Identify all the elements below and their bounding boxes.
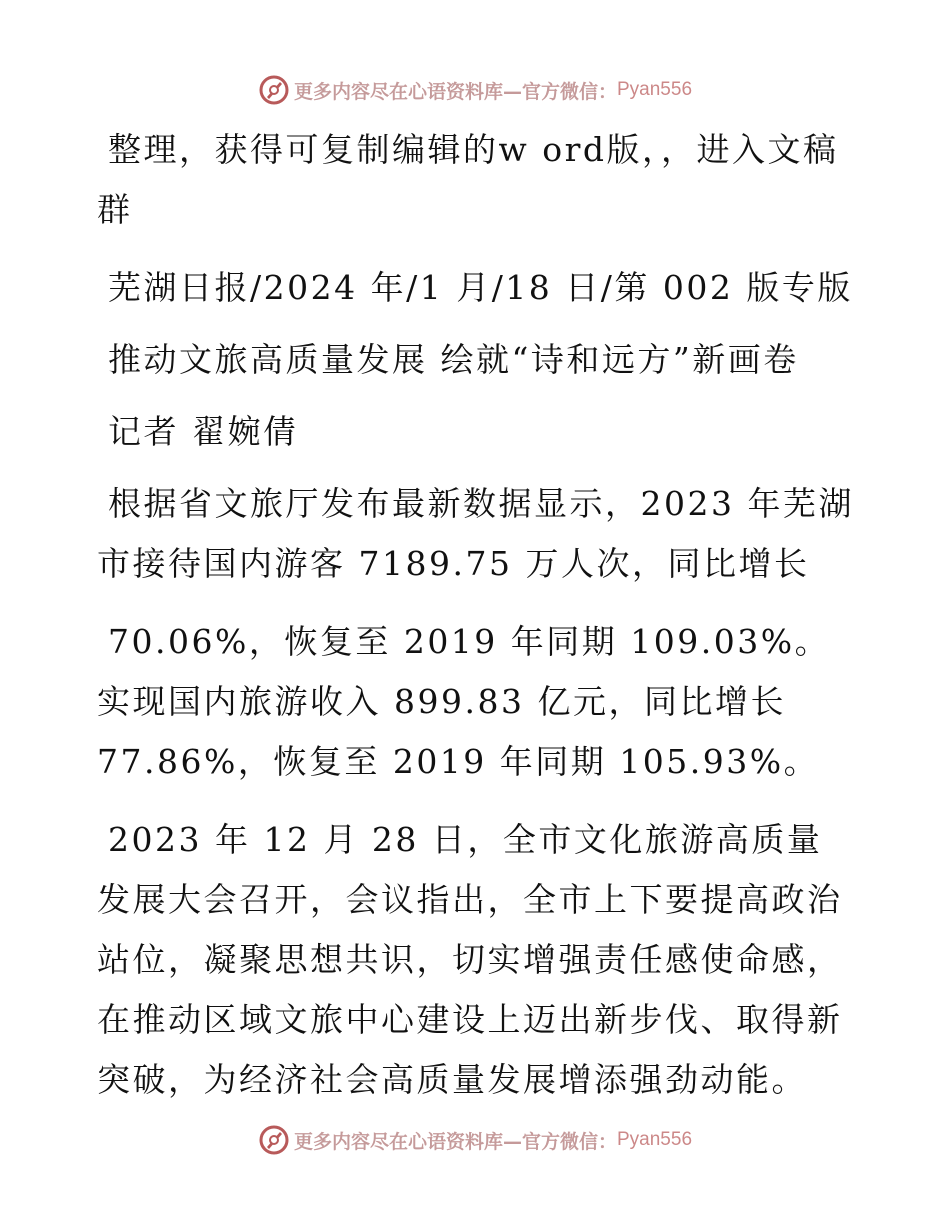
statistics-paragraph-1: 根据省文旅厅发布最新数据显示，2023 年芜湖市接待国内游客 7189.75 万人次，同比增长 xyxy=(97,484,854,583)
article-headline: 推动文旅高质量发展 绘就“诗和远方”新画卷 xyxy=(108,340,799,379)
header-watermark xyxy=(0,70,950,110)
byline: 记者 翟婉倩 xyxy=(108,412,299,451)
watermark-text: 更多内容尽在心语资料库—官方微信： xyxy=(293,80,617,103)
intro-paragraph: 整理，获得可复制编辑的w ord版，，进入文稿群 xyxy=(97,130,839,229)
dateline: 芜湖日报/2024 年/1 月/18 日/第 002 版专版 xyxy=(108,268,853,307)
watermark-wechat-id: Pyan556 xyxy=(617,79,693,100)
footer-watermark xyxy=(0,1120,950,1160)
quill-seal-icon xyxy=(258,74,290,106)
conference-paragraph: 2023 年 12 月 28 日，全市文化旅游高质量发展大会召开，会议指出，全市上下要提高政治站位，凝聚思想共识，切实增强责任感使命感，在推动区域文旅中心建设上迈出新步伐、取得新突破，为经济社会高质量发展增添强劲动能。 xyxy=(97,820,843,1099)
document-body xyxy=(97,120,857,1128)
watermark-text: 更多内容尽在心语资料库—官方微信： xyxy=(293,1130,617,1153)
watermark-wechat-id: Pyan556 xyxy=(617,1129,693,1150)
quill-seal-icon xyxy=(258,1124,290,1156)
statistics-paragraph-2: 70.06%，恢复至 2019 年同期 109.03%。实现国内旅游收入 899.83 亿元，同比增长 77.86%，恢复至 2019 年同期 105.93%。 xyxy=(97,622,831,781)
